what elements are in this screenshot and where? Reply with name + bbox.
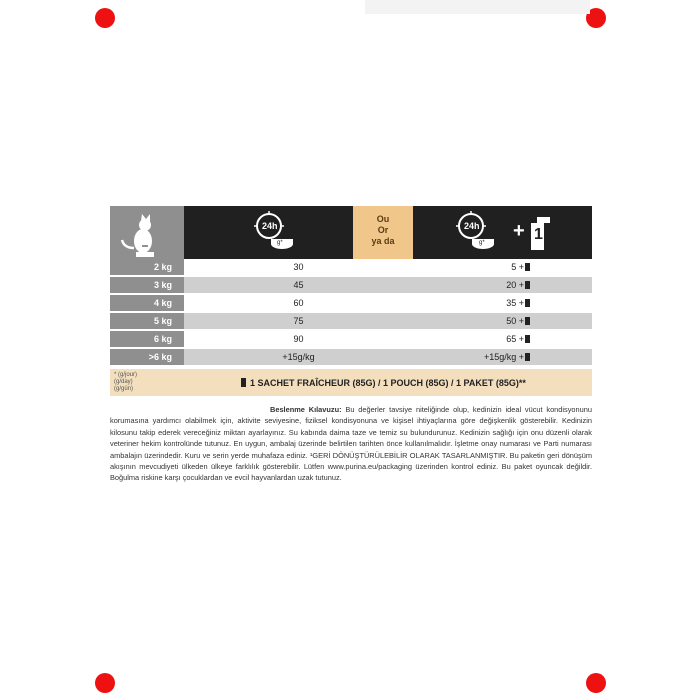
feeding-guide-notes [110,404,592,484]
header-or-label [353,206,413,259]
cat-weight: 6 kg [110,331,184,347]
feeding-table [110,206,592,396]
pouch-icon [525,335,530,343]
dry-amount: 75 [184,313,413,329]
pouch-icon [525,317,530,325]
top-edge-strip [365,0,590,14]
pouch-icon [525,299,530,307]
or-label-fr: Ou [376,214,390,224]
mixed-amount: 5 + [511,262,524,272]
pouch-icon [241,378,246,387]
table-row [110,277,592,293]
table-row [110,295,592,311]
gram-units-label [114,372,137,393]
dry-bowl-label: g* [277,240,283,246]
dry-amount: 90 [293,334,304,344]
unit-en: (g/day) [114,379,133,385]
header-dry-food [184,206,353,259]
corner-marker-bottom-left [95,673,115,693]
table-row [110,331,592,347]
dry-amount: +15g/kg [184,349,413,365]
notes-body: Bu değerler tavsiye niteliğinde olup, kedinizin ideal vücut kondisyonunu korumasına yardımcı olabilmek için, aktivite seviyesine, fiziksel kondisyonuna ve kişisel ihtiyaçlarına göre değişkenlik gösterebilir. Kedinizin kilosunu takip ederek vereceğiniz miktarı ayarlayınız. Su kabında daima taze ve temiz su bulundurunuz. Kedinizin sağlığı için onu düzenli olarak veteriner hekim kontrolünde tutunuz. En uygun, ambalaj üzerinde belirtilen tarihten önce kullanılmalıdır. İşletme onay numarası ve Parti numarası ambalajın üzerindedir. Kuru ve serin yerde muhafaza ediniz. ¹GERİ DÖNÜŞTÜRÜLEBİLİR OLARAK TASARLANMIŞTIR. Bu paketin geri dönüşüm akışının mevcudiyeti ülkeden ülkeye farklılık gösterebilir. Lütfen www.purina.eu/packaging üzerinden kontrol ediniz. Bu paket oyuncak değildir. Boğulma riskine karşı çocuklardan ve evcil hayvanlardan uzak tutunuz. [110,405,592,483]
mix-badge-label: 24h [464,221,480,231]
pouch-icon [525,353,530,361]
mixed-amount: 50 + [413,313,592,329]
mixed-amount: 65 + [506,334,524,344]
table-row [110,313,592,329]
cat-weight: 3 kg [110,277,184,293]
dry-badge-label: 24h [262,221,278,231]
unit-fr: * (g/jour) [114,372,138,378]
cat-weight: 4 kg [110,295,184,311]
mixed-amount: +15g/kg + [413,349,592,365]
cat-weight: 5 kg [110,313,184,329]
header-mixed-feeding [413,206,592,259]
mixed-amount: 35 + [506,298,524,308]
dry-amount: 60 [293,298,304,308]
notes-title: Beslenme Kılavuzu: [270,405,342,414]
mixed-amount: 20 + [413,277,592,293]
mix-bowl-label: g* [479,240,485,246]
or-label-tr: ya da [371,236,395,246]
table-row [110,259,592,275]
table-row [110,349,592,365]
pouch-icon [525,263,530,271]
dry-amount: 45 [184,277,413,293]
cat-weight: >6 kg [110,349,184,365]
corner-marker-top-left [95,8,115,28]
pouch-icon [525,281,530,289]
daily-pouch-text: 1 SACHET FRAÎCHEUR (85G) / 1 POUCH (85G) / 1 PAKET (85G)** [250,378,526,388]
dry-amount: 30 [293,262,304,272]
unit-tr: (g/gün) [114,386,134,392]
pouch-icon: 1 [534,226,543,243]
daily-pouch-row [110,369,592,396]
cat-scale-icon [110,206,184,259]
or-label-en: Or [377,225,389,235]
cat-weight: 2 kg [110,259,184,275]
mix-plus-label: + [513,220,525,242]
corner-marker-bottom-right [586,673,606,693]
